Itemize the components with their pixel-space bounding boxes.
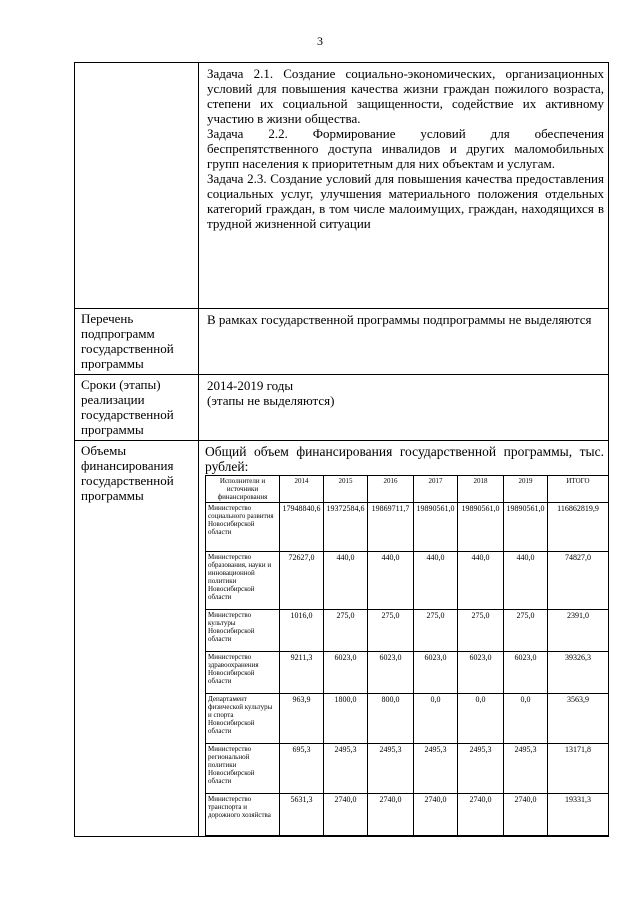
terms-cell bbox=[199, 375, 609, 441]
tasks-label-cell bbox=[75, 63, 199, 309]
program-passport-table bbox=[74, 62, 609, 837]
table-row bbox=[206, 744, 609, 794]
row-org: Министерство региональной политики Новосибирской области bbox=[206, 744, 280, 794]
cell-2016: 2495,3 bbox=[368, 744, 414, 794]
tasks-row bbox=[75, 63, 609, 309]
header-2016: 2016 bbox=[368, 476, 414, 503]
task-2-1: Задача 2.1. Создание социально-экономических, организационных условий для повышения качества жизни граждан пожилого возраста, степени их социальной защищенности, содействие их активному участию в жизни общества. bbox=[207, 66, 604, 126]
task-2-2: Задача 2.2. Формирование условий для обеспечения беспрепятственного доступа инвалидов и других маломобильных групп населения к приоритетным для них объектам и услугам. bbox=[207, 126, 604, 171]
table-row bbox=[206, 694, 609, 744]
cell-2019: 6023,0 bbox=[504, 652, 548, 694]
cell-2018: 6023,0 bbox=[458, 652, 504, 694]
header-2017: 2017 bbox=[414, 476, 458, 503]
cell-2018: 0,0 bbox=[458, 694, 504, 744]
header-2018: 2018 bbox=[458, 476, 504, 503]
cell-2014: 5631,3 bbox=[280, 794, 324, 836]
cell-2015: 440,0 bbox=[324, 552, 368, 610]
cell-2019: 275,0 bbox=[504, 610, 548, 652]
cell-2017: 19890561,0 bbox=[414, 503, 458, 552]
cell-total: 13171,8 bbox=[548, 744, 609, 794]
subprograms-label: Перечень подпрограмм государственной программы bbox=[75, 309, 199, 375]
cell-2014: 695,3 bbox=[280, 744, 324, 794]
subprograms-row bbox=[75, 309, 609, 375]
cell-2019: 440,0 bbox=[504, 552, 548, 610]
row-org: Министерство здравоохранения Новосибирской области bbox=[206, 652, 280, 694]
cell-total: 3563,9 bbox=[548, 694, 609, 744]
cell-2016: 6023,0 bbox=[368, 652, 414, 694]
cell-2018: 2740,0 bbox=[458, 794, 504, 836]
header-executor: Исполнители и источники финансирования bbox=[206, 476, 280, 503]
header-2014: 2014 bbox=[280, 476, 324, 503]
cell-2016: 440,0 bbox=[368, 552, 414, 610]
cell-2014: 1016,0 bbox=[280, 610, 324, 652]
cell-2017: 440,0 bbox=[414, 552, 458, 610]
cell-2017: 2740,0 bbox=[414, 794, 458, 836]
financing-cell bbox=[199, 441, 609, 837]
cell-2018: 19890561,0 bbox=[458, 503, 504, 552]
cell-2019: 19890561,0 bbox=[504, 503, 548, 552]
cell-total: 116862819,9 bbox=[548, 503, 609, 552]
header-2015: 2015 bbox=[324, 476, 368, 503]
terms-label: Сроки (этапы) реализации государственной программы bbox=[75, 375, 199, 441]
financing-row bbox=[75, 441, 609, 837]
subprograms-text: В рамках государственной программы подпрограммы не выделяются bbox=[199, 309, 609, 375]
cell-2016: 800,0 bbox=[368, 694, 414, 744]
row-org: Департамент физической культуры и спорта Новосибирской области bbox=[206, 694, 280, 744]
cell-2017: 2495,3 bbox=[414, 744, 458, 794]
cell-2014: 72627,0 bbox=[280, 552, 324, 610]
page-number: 3 bbox=[317, 34, 323, 48]
task-2-3: Задача 2.3. Создание условий для повышения качества предоставления социальных услуг, улучшения материального положения отдельных категорий граждан, в том числе малоимущих, граждан, находящихся в трудной жизненной ситуации bbox=[207, 171, 604, 231]
financing-intro: Общий объем финансирования государственной программы, тыс. рублей: bbox=[205, 444, 604, 474]
cell-2015: 6023,0 bbox=[324, 652, 368, 694]
financing-label: Объемы финансирования государственной программы bbox=[75, 441, 199, 837]
tasks-cell bbox=[199, 63, 609, 309]
cell-2017: 6023,0 bbox=[414, 652, 458, 694]
cell-total: 39326,3 bbox=[548, 652, 609, 694]
cell-total: 74827,0 bbox=[548, 552, 609, 610]
terms-years: 2014-2019 годы bbox=[207, 378, 294, 393]
header-2019: 2019 bbox=[504, 476, 548, 503]
cell-2018: 2495,3 bbox=[458, 744, 504, 794]
cell-2015: 1800,0 bbox=[324, 694, 368, 744]
cell-2016: 275,0 bbox=[368, 610, 414, 652]
cell-2016: 2740,0 bbox=[368, 794, 414, 836]
row-org: Министерство социального развития Новосибирской области bbox=[206, 503, 280, 552]
cell-2018: 275,0 bbox=[458, 610, 504, 652]
cell-total: 19331,3 bbox=[548, 794, 609, 836]
table-row bbox=[206, 552, 609, 610]
cell-2017: 0,0 bbox=[414, 694, 458, 744]
cell-2015: 2495,3 bbox=[324, 744, 368, 794]
cell-2015: 2740,0 bbox=[324, 794, 368, 836]
terms-stages: (этапы не выделяются) bbox=[207, 393, 335, 408]
row-org: Министерство образования, науки и инновационной политики Новосибирской области bbox=[206, 552, 280, 610]
table-row bbox=[206, 652, 609, 694]
financing-table bbox=[205, 475, 609, 836]
header-total: ИТОГО bbox=[548, 476, 609, 503]
cell-2015: 275,0 bbox=[324, 610, 368, 652]
table-row bbox=[206, 794, 609, 836]
terms-row bbox=[75, 375, 609, 441]
cell-2019: 2495,3 bbox=[504, 744, 548, 794]
row-org: Министерство транспорта и дорожного хозяйства bbox=[206, 794, 280, 836]
cell-2018: 440,0 bbox=[458, 552, 504, 610]
financing-header-row bbox=[206, 476, 609, 503]
cell-2015: 19372584,6 bbox=[324, 503, 368, 552]
cell-2014: 963,9 bbox=[280, 694, 324, 744]
cell-2014: 17948840,6 bbox=[280, 503, 324, 552]
cell-2016: 19869711,7 bbox=[368, 503, 414, 552]
row-org: Министерство культуры Новосибирской области bbox=[206, 610, 280, 652]
cell-2019: 0,0 bbox=[504, 694, 548, 744]
cell-total: 2391,0 bbox=[548, 610, 609, 652]
cell-2014: 9211,3 bbox=[280, 652, 324, 694]
cell-2017: 275,0 bbox=[414, 610, 458, 652]
table-row bbox=[206, 610, 609, 652]
table-row bbox=[206, 503, 609, 552]
cell-2019: 2740,0 bbox=[504, 794, 548, 836]
